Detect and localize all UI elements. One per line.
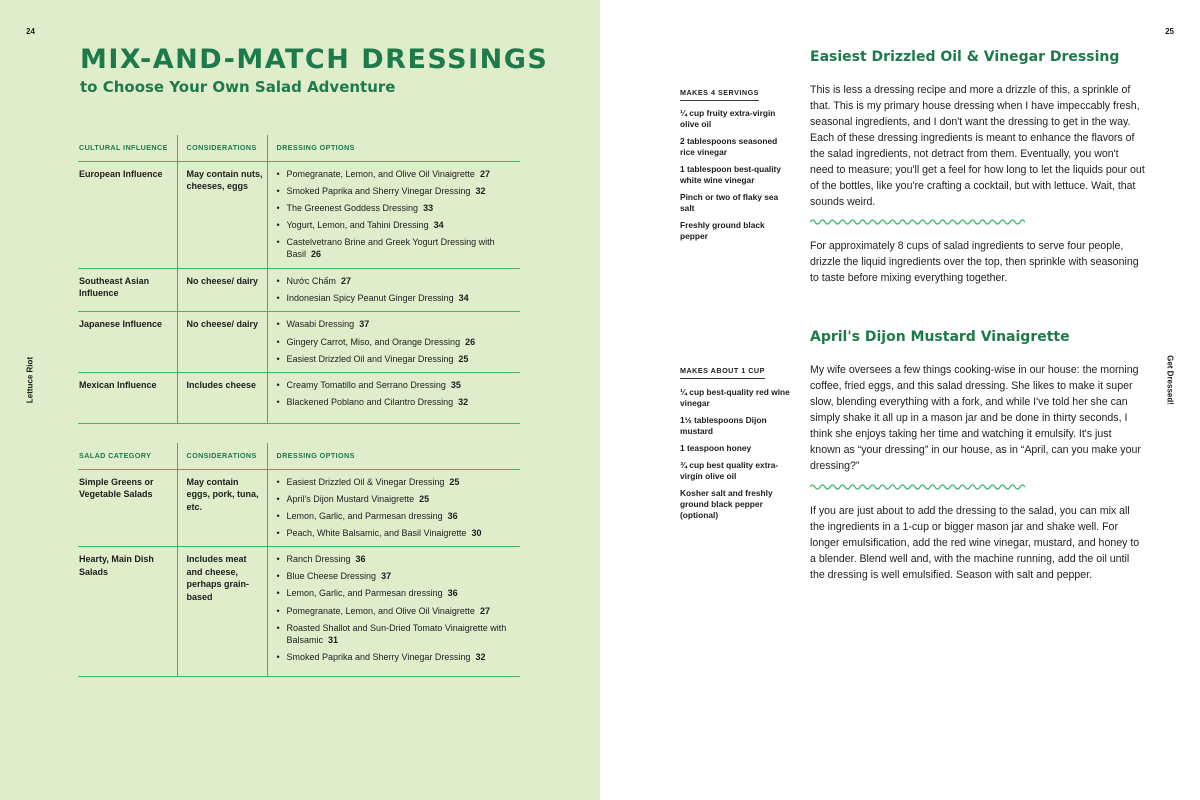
recipe-title: Easiest Drizzled Oil & Vinegar Dressing <box>810 49 1120 65</box>
page-reference: 32 <box>475 652 486 663</box>
row-considerations: May contain nuts, cheeses, eggs <box>177 161 267 268</box>
page-reference: 26 <box>311 249 322 260</box>
cultural-influence-table <box>78 135 520 424</box>
dressing-option <box>277 219 519 232</box>
dressing-option <box>277 527 519 540</box>
page-reference: 36 <box>447 510 458 521</box>
dressing-options-cell <box>267 373 520 424</box>
dressing-name: Blue Cheese Dressing <box>286 571 377 582</box>
page-reference: 27 <box>479 605 490 616</box>
table-header: CONSIDERATIONS <box>177 135 267 161</box>
page-reference: 31 <box>328 635 339 646</box>
dressing-name: Castelvetrano Brine and Greek Yogurt Dressing with Basil <box>286 236 495 260</box>
dressing-name: Smoked Paprika and Sherry Vinegar Dressing <box>286 652 471 663</box>
table-row <box>78 373 520 424</box>
dressing-option <box>277 476 519 489</box>
running-head-left: Lettuce Riot <box>25 356 35 404</box>
dressing-name: Creamy Tomatillo and Serrano Dressing <box>286 380 446 391</box>
dressing-option <box>277 622 519 647</box>
salad-category-table <box>78 443 520 677</box>
table-row <box>78 268 520 312</box>
dressing-name: Blackened Poblano and Cilantro Dressing <box>286 397 454 408</box>
ingredient-item: Pinch or two of flaky sea salt <box>680 192 779 213</box>
dressing-option <box>277 353 519 366</box>
row-category: Hearty, Main Dish Salads <box>78 547 177 676</box>
ingredient-item: ¼ cup best-quality red wine vinegar <box>680 387 790 408</box>
ingredient-item: ¼ cup fruity extra-virgin olive oil <box>680 108 776 129</box>
dressing-name: Pomegranate, Lemon, and Olive Oil Vinaigrette <box>286 605 475 616</box>
dressing-name: Nước Chấm <box>286 275 336 286</box>
row-considerations: Includes meat and cheese, perhaps grain-based <box>177 547 267 676</box>
dressing-name: Easiest Drizzled Oil and Vinegar Dressing <box>286 353 454 364</box>
row-considerations: May contain eggs, pork, tuna, etc. <box>177 469 267 547</box>
dressing-name: Ranch Dressing <box>286 554 351 565</box>
dressing-option <box>277 185 519 198</box>
page-reference: 27 <box>479 168 490 179</box>
row-considerations: No cheese/ dairy <box>177 268 267 312</box>
dressing-option <box>277 605 519 618</box>
dressing-option <box>277 292 519 305</box>
page-reference: 36 <box>355 554 366 565</box>
dressing-name: The Greenest Goddess Dressing <box>286 202 419 213</box>
dressing-name: April's Dijon Mustard Vinaigrette <box>286 493 415 504</box>
recipe-title: April's Dijon Mustard Vinaigrette <box>810 329 1070 345</box>
dressing-name: Pomegranate, Lemon, and Olive Oil Vinaigrette <box>286 168 475 179</box>
page-reference: 25 <box>449 476 460 487</box>
ingredient-item: Kosher salt and freshly ground black pepper (optional) <box>680 488 773 520</box>
page-reference: 34 <box>433 219 444 230</box>
page-reference: 34 <box>458 292 469 303</box>
dressing-name: Roasted Shallot and Sun-Dried Tomato Vinaigrette with Balsamic <box>286 622 507 646</box>
dressing-options-cell <box>267 268 520 312</box>
ingredient-item: ¾ cup best quality extra-virgin olive oil <box>680 460 779 481</box>
row-category: Mexican Influence <box>78 373 177 424</box>
ingredient-item: 1½ tablespoons Dijon mustard <box>680 415 767 436</box>
dressing-options-cell <box>267 469 520 547</box>
table-row <box>78 547 520 676</box>
table-row <box>78 469 520 547</box>
page-reference: 25 <box>458 353 469 364</box>
row-considerations: No cheese/ dairy <box>177 312 267 373</box>
row-category: European Influence <box>78 161 177 268</box>
row-category: Japanese Influence <box>78 312 177 373</box>
ingredient-item: 1 teaspoon honey <box>680 443 752 453</box>
dressing-name: Smoked Paprika and Sherry Vinegar Dressing <box>286 185 471 196</box>
recipe-intro: This is less a dressing recipe and more a drizzle of this, a sprinkle of that. This is my primary house dressing when I have impeccably fresh, seasonal ingredients, and I don't want the dressing to get in the way. Each of these dressing ingredients is meant to enhance the flavors of the salad ingredients, not detract from them. Eventually, you won't need to measure; you'll get a feel for how long to let the liquids pour out of the bottles, like you're crafting a cocktail, but with lettuce. Wait, that sounds weird. <box>810 84 1145 208</box>
page-reference: 26 <box>465 336 476 347</box>
recipe-intro: My wife oversees a few things cooking-wise in our house: the morning coffee, fried eggs, and this salad dressing. She likes to make it super slow, blending everything with a fork, and while I've told her she can simply shake it all up in a mason jar and be done in thirty seconds, I think she enjoys taking her time and watching it emulsify. It's just known as “your dressing” in our house, as in “April, can you make your dressing?” <box>810 364 1141 472</box>
table-header: DRESSING OPTIONS <box>267 135 520 161</box>
dressing-option <box>277 493 519 506</box>
dressing-name: Yogurt, Lemon, and Tahini Dressing <box>286 219 429 230</box>
running-head-right: Get Dressed! <box>1165 355 1175 405</box>
dressing-name: Easiest Drizzled Oil & Vinegar Dressing <box>286 476 445 487</box>
row-category: Southeast Asian Influence <box>78 268 177 312</box>
table-row <box>78 312 520 373</box>
recipe-method: If you are just about to add the dressing to the salad, you can mix all the ingredients in a 1-cup or bigger mason jar and shake well. For longer emulsification, add the red wine vinegar, mustard, and honey to a blender. Blend well and, with the machine running, add the oil until the dressing is well emulsified. Season with salt and pepper. <box>810 505 1140 581</box>
dressing-option <box>277 318 519 331</box>
recipe-method: For approximately 8 cups of salad ingredients to serve four people, drizzle the liquid ingredients over the top, then sprinkle with seasoning to taste before mixing everything together. <box>810 240 1139 284</box>
page-subtitle: to Choose Your Own Salad Adventure <box>80 78 396 96</box>
table-header: DRESSING OPTIONS <box>267 443 520 469</box>
ingredient-item: 1 tablespoon best-quality white wine vinegar <box>680 164 781 185</box>
page-number-right: 25 <box>1165 27 1174 36</box>
recipe-yield: MAKES 4 SERVINGS <box>680 88 759 101</box>
page-reference: 32 <box>475 185 486 196</box>
dressing-name: Peach, White Balsamic, and Basil Vinaigrette <box>286 527 467 538</box>
dressing-name: Wasabi Dressing <box>286 319 355 330</box>
dressing-option <box>277 570 519 583</box>
dressing-name: Gingery Carrot, Miso, and Orange Dressing <box>286 336 461 347</box>
page-reference: 35 <box>450 380 461 391</box>
table-header: SALAD CATEGORY <box>78 443 177 469</box>
page-reference: 27 <box>340 275 351 286</box>
dressing-option <box>277 553 519 566</box>
page-reference: 32 <box>458 397 469 408</box>
dressing-option <box>277 336 519 349</box>
page-reference: 25 <box>419 493 430 504</box>
dressing-options-cell <box>267 312 520 373</box>
page-reference: 37 <box>381 571 392 582</box>
dressing-option <box>277 379 519 392</box>
table-header: CONSIDERATIONS <box>177 443 267 469</box>
dressing-option <box>277 510 519 523</box>
ingredient-item: Freshly ground black pepper <box>680 220 765 241</box>
ingredient-list <box>680 108 792 248</box>
page-number-left: 24 <box>26 27 35 36</box>
dressing-option <box>277 587 519 600</box>
dressing-name: Indonesian Spicy Peanut Ginger Dressing <box>286 292 454 303</box>
wavy-divider-icon <box>810 217 1025 227</box>
dressing-name: Lemon, Garlic, and Parmesan dressing <box>286 510 443 521</box>
dressing-name: Lemon, Garlic, and Parmesan dressing <box>286 588 443 599</box>
row-category: Simple Greens or Vegetable Salads <box>78 469 177 547</box>
ingredient-item: 2 tablespoons seasoned rice vinegar <box>680 136 778 157</box>
wavy-divider-icon <box>810 482 1025 492</box>
dressing-option <box>277 202 519 215</box>
dressing-options-cell <box>267 547 520 676</box>
dressing-option <box>277 168 519 181</box>
page-reference: 36 <box>447 588 458 599</box>
table-header: CULTURAL INFLUENCE <box>78 135 177 161</box>
page-reference: 33 <box>423 202 434 213</box>
ingredient-list <box>680 387 792 527</box>
dressing-option <box>277 396 519 409</box>
row-considerations: Includes cheese <box>177 373 267 424</box>
dressing-option <box>277 236 519 261</box>
page-title: MIX-AND-MATCH DRESSINGS <box>80 44 549 75</box>
page-reference: 30 <box>471 527 482 538</box>
page-reference: 37 <box>359 319 370 330</box>
dressing-options-cell <box>267 161 520 268</box>
dressing-option <box>277 651 519 664</box>
table-row <box>78 161 520 268</box>
recipe-yield: MAKES ABOUT 1 CUP <box>680 366 765 379</box>
dressing-option <box>277 275 519 288</box>
